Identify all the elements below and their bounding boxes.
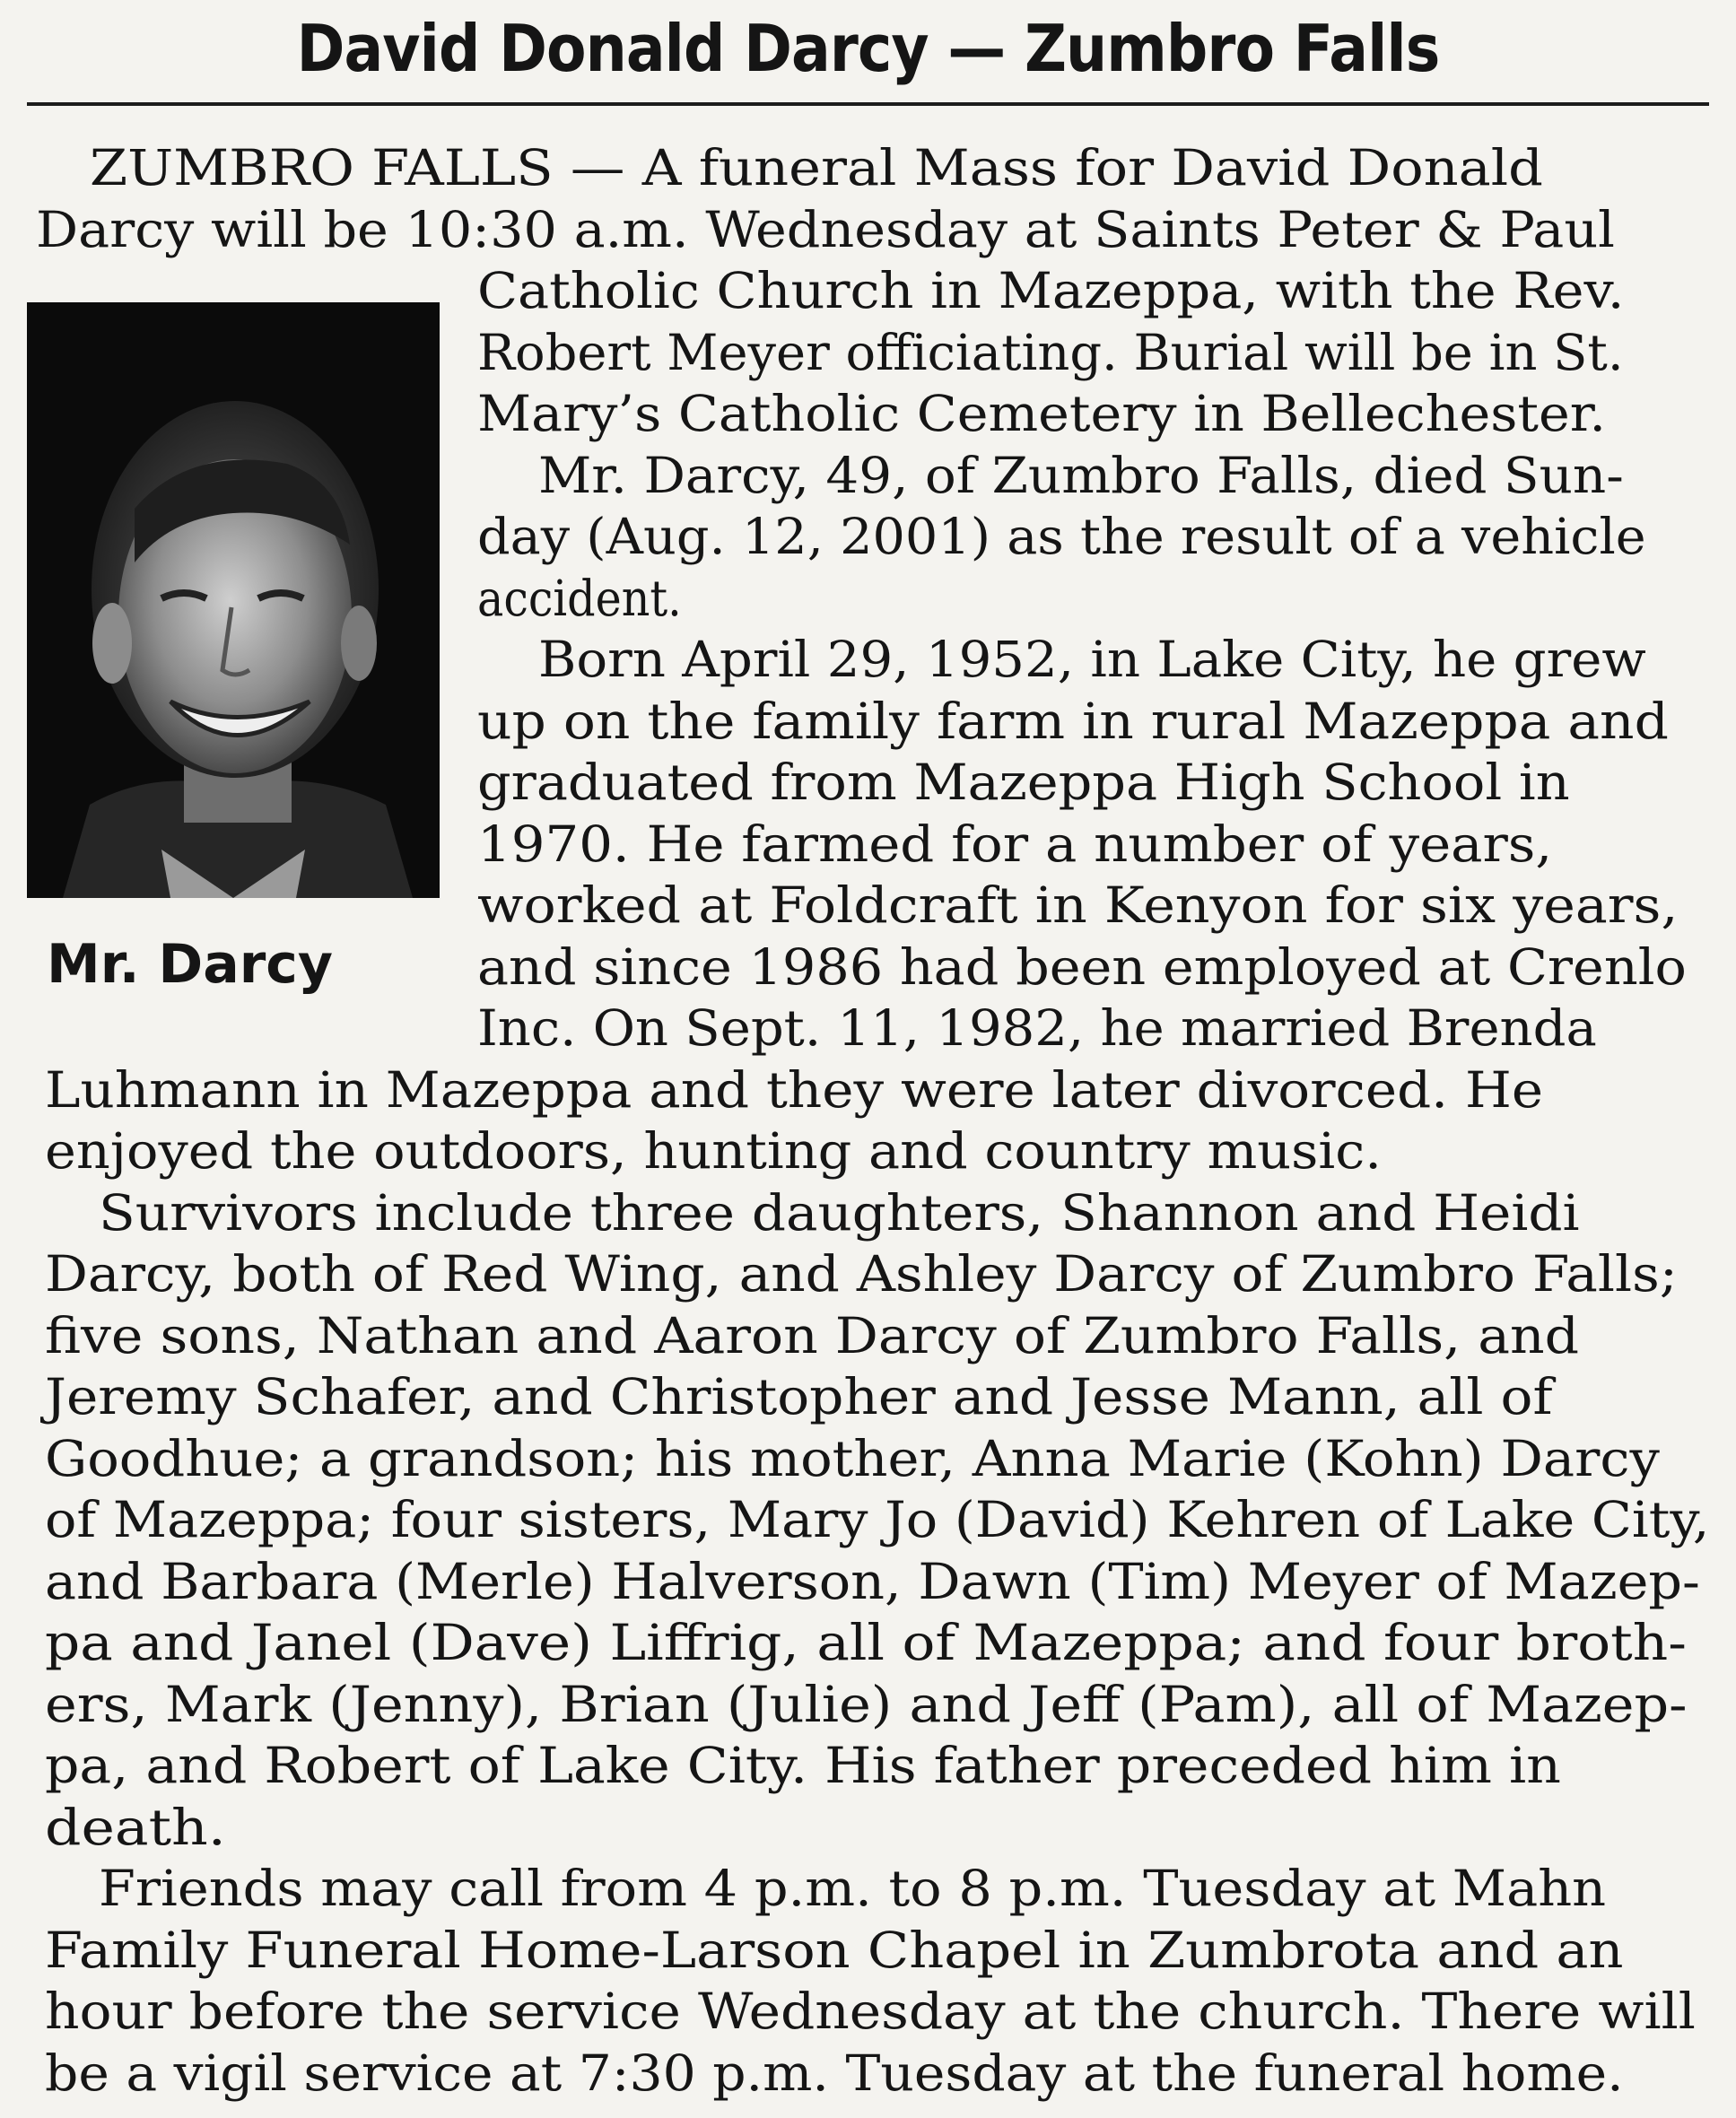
text-line: pa, and Robert of Lake City. His father preceded him in [45, 1737, 1561, 1794]
text-line: hour before the service Wednesday at the church. There will [45, 1983, 1696, 2040]
text-line: Friends may call from 4 p.m. to 8 p.m. Tuesday at Mahn [99, 1860, 1607, 1917]
portrait-photo [27, 302, 440, 898]
photo-caption: Mr. Darcy [47, 933, 333, 996]
text-line: be a vigil service at 7:30 p.m. Tuesday at the funeral home. [45, 2044, 1624, 2102]
text-line: of Mazeppa; four sisters, Mary Jo (David) Kehren of Lake City, [45, 1491, 1710, 1548]
text-line: and since 1986 had been employed at Crenlo [477, 937, 1687, 996]
text-line: Catholic Church in Mazeppa, with the Rev. [477, 262, 1625, 319]
text-line: accident. [477, 569, 682, 627]
text-line: ZUMBRO FALLS — A funeral Mass for David Donald [90, 139, 1543, 196]
text-line: Inc. On Sept. 11, 1982, he married Brenda [477, 999, 1597, 1057]
headline-rule [27, 102, 1709, 106]
text-line: Jeremy Schafer, and Christopher and Jesse Mann, all of [45, 1368, 1553, 1425]
text-line: Luhmann in Mazeppa and they were later divorced. He [45, 1060, 1544, 1119]
text-line: death. [45, 1798, 226, 1856]
text-line: five sons, Nathan and Aaron Darcy of Zumbro Falls, and [45, 1306, 1580, 1364]
portrait-illustration [27, 302, 440, 898]
text-line: worked at Foldcraft in Kenyon for six years, [477, 876, 1679, 934]
text-line: up on the family farm in rural Mazeppa and [477, 692, 1669, 750]
text-line: graduated from Mazeppa High School in [477, 754, 1570, 811]
text-line: Darcy will be 10:30 a.m. Wednesday at Saints Peter & Paul [36, 200, 1615, 258]
text-line: and Barbara (Merle) Halverson, Dawn (Tim) Meyer of Mazep- [45, 1552, 1700, 1610]
text-line: Darcy, both of Red Wing, and Ashley Darcy of Zumbro Falls; [45, 1245, 1678, 1303]
text-line: Born April 29, 1952, in Lake City, he grew [538, 631, 1646, 688]
text-line: day (Aug. 12, 2001) as the result of a vehicle [477, 508, 1646, 565]
headline: David Donald Darcy — Zumbro Falls [296, 11, 1440, 86]
text-line: 1970. He farmed for a number of years, [477, 815, 1553, 873]
text-line: enjoyed the outdoors, hunting and country music. [45, 1122, 1382, 1180]
text-line: Mary’s Catholic Cemetery in Bellechester. [477, 385, 1607, 442]
text-line: Goodhue; a grandson; his mother, Anna Marie (Kohn) Darcy [45, 1429, 1660, 1487]
text-line: Family Funeral Home-Larson Chapel in Zumbrota and an [45, 1921, 1624, 1979]
text-line: pa and Janel (Dave) Liffrig, all of Mazeppa; and four broth- [45, 1614, 1687, 1671]
text-line: Mr. Darcy, 49, of Zumbro Falls, died Sun- [538, 446, 1624, 504]
text-line: ers, Mark (Jenny), Brian (Julie) and Jeff (Pam), all of Mazep- [45, 1675, 1688, 1733]
text-line: Survivors include three daughters, Shannon and Heidi [99, 1183, 1580, 1242]
text-line: Robert Meyer officiating. Burial will be in St. [477, 323, 1624, 381]
